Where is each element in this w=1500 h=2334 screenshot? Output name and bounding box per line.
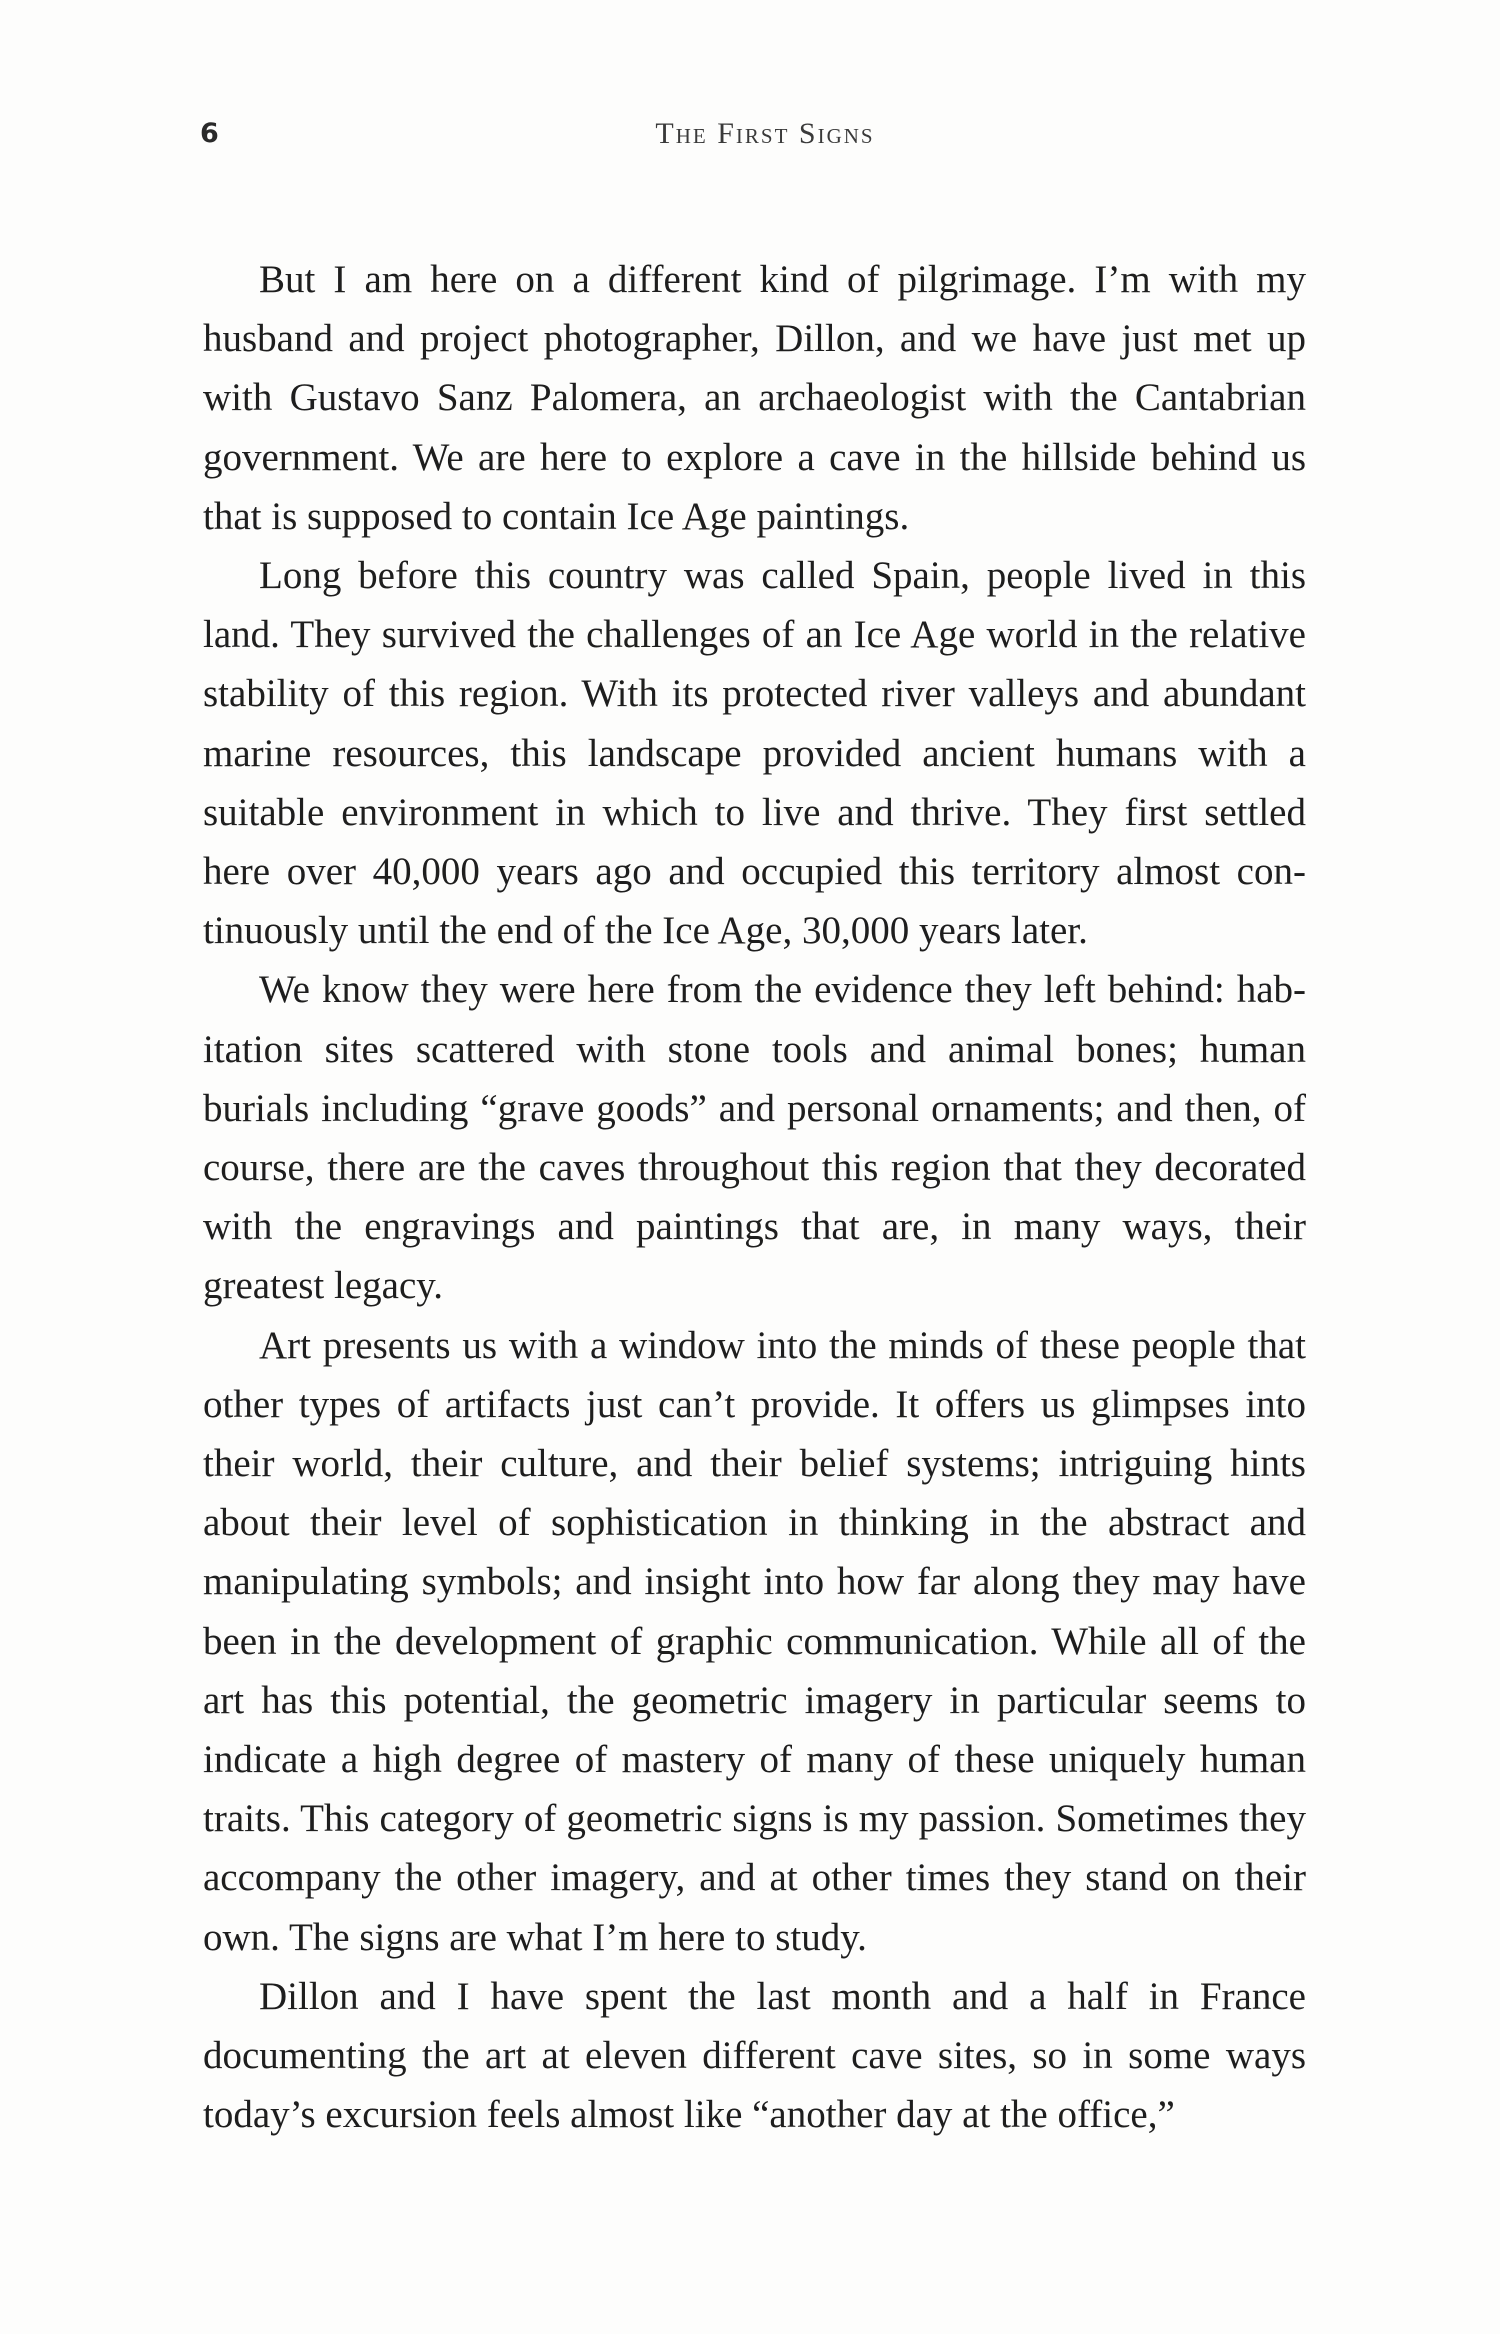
running-title: The First Signs xyxy=(655,117,875,150)
body-text xyxy=(203,250,1306,2145)
page-number: 6 xyxy=(200,118,219,149)
paragraph-evidence: We know they were here from the evidence they left behind: habitation sites scattered with stone tools and animal bones; human burials including “grave goods” and personal ornaments; and then, of course, there are the caves throughout this region that they decorated with the engravings and paintings that are, in many ways, their greatest legacy. xyxy=(203,968,1306,1308)
paragraph-art-window: Art presents us with a window into the minds of these people that other types of artifacts just can’t provide. It offers us glimpses into their world, their culture, and their belief systems; intriguing hints about their level of sophistication in thinking in the abstract and manipulating symbols; and insight into how far along they may have been in the development of graphic communication. While all of the art has this potential, the geometric imagery in particular seems to indicate a high degree of mastery of many of these uniquely human traits. This category of geometric signs is my passion. Sometimes they accompany the other imagery, and at other times they stand on their own. The signs are what I’m here to study. xyxy=(203,1323,1306,1959)
paragraph-spain-ice-age: Long before this country was called Spain, people lived in this land. They survived the challenges of an Ice Age world in the relative stability of this region. With its protected river valleys and abundant marine resources, this landscape provided ancient humans with a suitable environment in which to live and thrive. They first settled here over 40,000 years ago and occupied this territory almost continuously until the end of the Ice Age, 30,000 years later. xyxy=(203,554,1306,953)
paragraph-pilgrimage: But I am here on a different kind of pilgrimage. I’m with my husband and project photographer, Dillon, and we have just met up with Gustavo Sanz Palomera, an archaeologist with the Cantabrian government. We are here to explore a cave in the hillside behind us that is supposed to contain Ice Age paintings. xyxy=(203,258,1306,538)
running-head xyxy=(200,112,1310,156)
paragraph-france-documenting: Dillon and I have spent the last month and a half in France documenting the art at eleven different cave sites, so in some ways today’s excursion feels almost like “another day at the office,” xyxy=(203,1974,1306,2137)
